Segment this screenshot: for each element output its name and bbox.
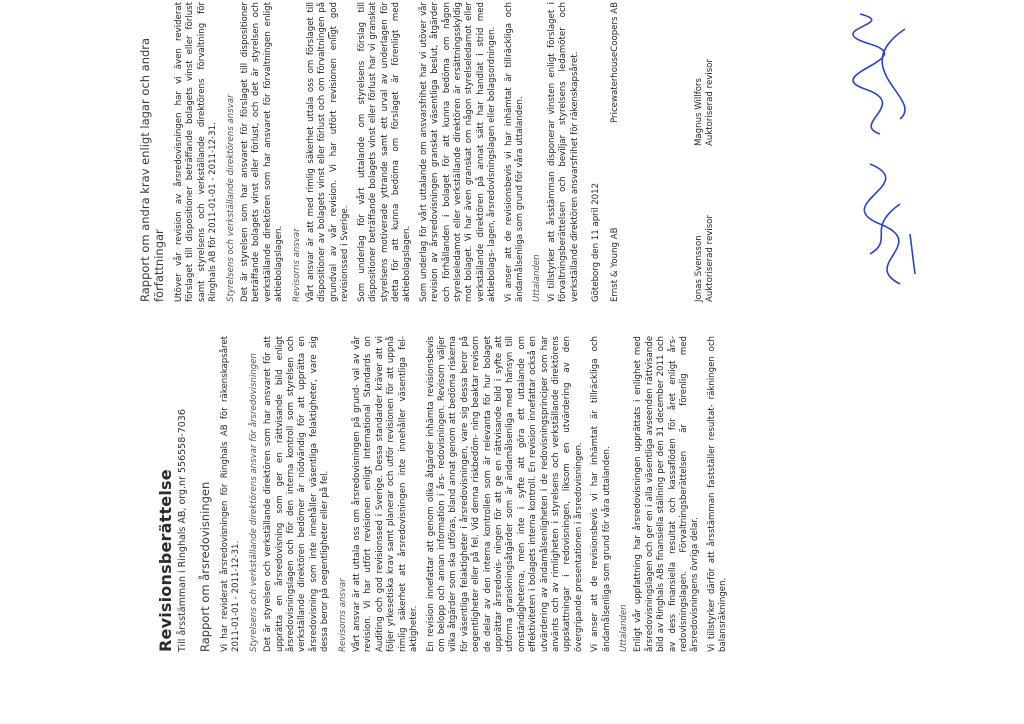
signature-block <box>694 2 717 146</box>
paragraph: Utöver vår revision av årsredovisningen har vi även reviderat förslaget till dispositioner beträffande bolagets vinst eller förlust samt styrelsens och verkställande direktörens förvaltning för Ringhals AB för 2011-01-01 - 2011-12-31. <box>174 2 219 302</box>
paragraph: Vi anser att de revisionsbevis vi har inhämtat är tillräckliga och ändamålsenliga som grund för våra uttalanden. <box>590 336 612 652</box>
section-heading-other-requirements: Rapport om andra krav enligt lagar och andra författningar <box>138 37 166 302</box>
paragraph: En revision innefattar att genom olika åtgärder inhämta revisionsbevis om belopp och annan information i års- redovisningen. Revisorn väljer vilka åtgärder som ska utföras, bland annat genom att bedöma riskerna för väsentliga felaktigheter i årsredovisningen, vare sig dessa beror på oegentligheter eller på fel. Vid denna riskbedöm- ning beaktar revisorn de delar av den interna kontrollen som är relevanta för hur bolaget upprättar årsredovis- ningen för att ge en rättvisande bild i syfte att utforma granskningsåtgärder som är ändamålsenliga med hänsyn till omständigheterna, men inte i syfte att göra ett uttalande om effektiviteten i bolagets interna kontroll. En revision innefattar också en utvärdering av ändamålsenligheten i de redovisningsprinciper som har använts och av rimligheten i styrelsens och verkställande direktörens uppskattningar i redovisningen, liksom en utvärdering av den övergripande presentationen i årsredovisningen. <box>425 336 584 652</box>
signer-name: Jonas Svensson <box>693 235 704 302</box>
signature-place-date: Göteborg den 11 april 2012 <box>591 182 601 302</box>
subheading: Uttalanden <box>532 254 543 302</box>
handwritten-signature-1 <box>840 144 940 294</box>
paragraph: Det är styrelsen och verkställande direktören som har ansvaret för att upprätta en årsredovisning som ger en rättvisande bild enligt årsredovisningslagen och för den interna kontroll som styrelsen och verkställande direktören bedömer är nödvändig för att upprätta en årsredovisning som inte innehåller väsentliga felaktigheter, vare sig dessa beror på oegentligheter eller på fel. <box>263 336 331 652</box>
section-heading-annual-report: Rapport om årsredovisningen <box>198 481 212 652</box>
paragraph: Vi tillstyrker att årsstämman disponerar vinsten enligt förslaget i förvaltningsberättelsen och beviljar styrelsens ledamöter och verkställande direktören ansvarsfrihet för räkenskapsåret. <box>546 2 580 302</box>
signature-block <box>694 158 717 302</box>
subheading: Revisorns ansvar <box>291 228 302 302</box>
paragraph: Vi har reviderat årsredovisningen för Ringhals AB för räkenskapsåret 2011-01-01 - 2011-12-31. <box>220 336 242 652</box>
signer-name: Magnus Willfors <box>693 77 704 146</box>
subheading: Uttalanden <box>619 604 629 652</box>
signer-title: Auktoriserad revisor <box>705 59 716 146</box>
paragraph: Enligt vår uppfattning har årsredovisningen upprättats i enlighet med årsredovisningslagen och ger en i alla väsentliga avseenden rättvisande bild av Ringhals ABs finansiella ställning per den 31 december 2011 och av dess finansiella resultat och kassaflöden för året enligt års- redovisningslagen. Förvaltningsberättelsen är förenlig med årsredovisningens övriga delar. <box>633 336 701 652</box>
paragraph: Vi anser att de revisionsbevis vi har inhämtat är tillräckliga och ändamålsenliga som grund för våra uttalanden. <box>503 2 525 302</box>
paragraph: Som underlag för vårt uttalande om styrelsens förslag till dispositioner beträffande bolagets vinst eller förlust har vi granskat styrelsens motiverade yttrande samt ett urval av underlagen för detta för att kunna bedöma om förslaget är förenligt med aktiebolagslagen. <box>356 2 413 302</box>
document-subtitle: Till årsstämman i Ringhals AB, org.nr 556558-7036 <box>177 409 188 652</box>
right-column <box>138 2 717 302</box>
paragraph: Vårt ansvar är att uttala oss om årsredovisningen på grund- val av vår revision. Vi har utfört revisionen enligt International Standards on Auditing och god revisionssed i Sverige. Dessa standarder kräver att vi följer yrkesetiska krav samt planerar och utför revisionen för att uppnå rimlig säkerhet att årsredovisningen inte innehåller väsentliga fel- aktigheter. <box>352 336 420 652</box>
document-title: Revisionsberättelse <box>156 469 175 652</box>
paragraph: Det är styrelsen som har ansvaret för förslaget till dispositioner beträffande bolagets vinst eller förlust, och det är styrelsen och verkställande direktören som har ansvaret för förvaltningen enligt aktiebolagslagen. <box>240 2 285 302</box>
firm-name: Ernst & Young AB <box>610 227 621 302</box>
signatures <box>694 2 717 302</box>
subheading: Revisorns ansvar <box>337 578 348 652</box>
paragraph: Som underlag för vårt uttalande om ansvarsfrihet har vi utöver vår revision av årsredovisningen granskat väsentliga beslut, åtgärder och förhållanden i bolaget för att kunna bedöma om någon styrelseledamot eller verkställande direktören är ersättningsskyldig mot bolaget. Vi har även granskat om någon styrelseledamot eller verkställande direktören på annat sätt har handlat i strid med aktiebolags- lagen, årsredovisningslagen eller bolagsordningen. <box>418 2 498 302</box>
left-column <box>198 336 735 652</box>
signer-title: Auktoriserad revisor <box>705 215 716 302</box>
audit-firms <box>610 2 621 302</box>
subheading: Styrelsens och verkställande direktörens ansvar för årsredovisningen <box>248 353 259 652</box>
handwritten-signature-2 <box>830 4 940 144</box>
paragraph: Vårt ansvar är att med rimlig säkerhet uttala oss om förslaget till dispositioner av bolagets vinst eller förlust och om förvaltningen på grundval av vår revision. Vi har utfört revisionen enligt god revisionssed i Sverige. <box>306 2 351 302</box>
subheading: Styrelsens och verkställande direktörens ansvar <box>225 94 236 302</box>
paragraph: Vi tillstyrker därför att årsstämman fastställer resultat- räkningen och balansräkningen. <box>706 336 729 652</box>
firm-name: PricewaterhouseCoopers AB <box>610 2 621 123</box>
